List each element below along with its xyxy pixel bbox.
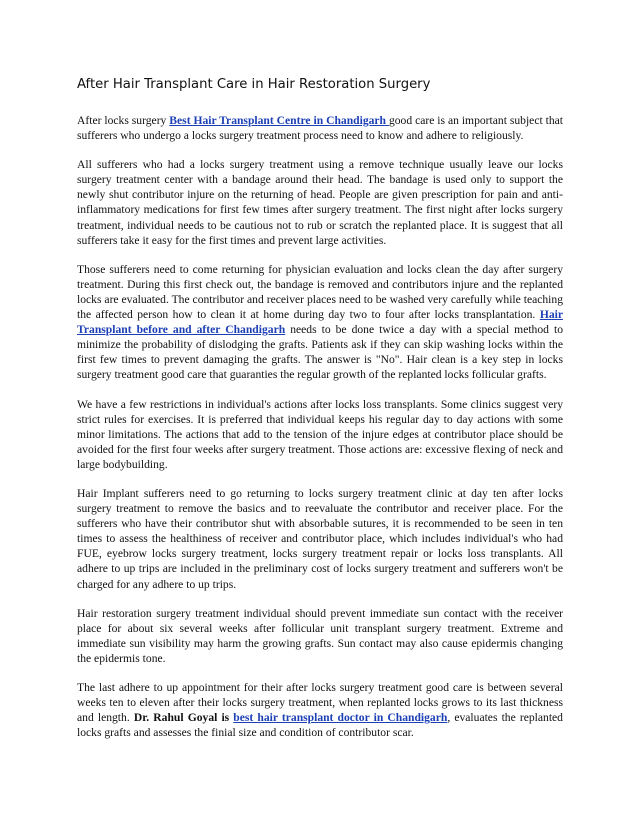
paragraph-1-text-a: After locks surgery xyxy=(77,114,170,127)
best-hair-transplant-doctor-link[interactable]: best hair transplant doctor in Chandigarh xyxy=(233,711,448,725)
paragraph-1 xyxy=(77,113,563,143)
paragraph-3-text-a: Those sufferers need to come returning for physician evaluation and locks clean the day after surgery treatment. During this first check out, the bandage is removed and contributors injure and the replanted locks are evaluated. The contributor and receiver places need to be washed very carefully while teaching the affected person how to clean it at home during day two to four after locks transplantation. xyxy=(77,262,563,322)
best-hair-transplant-centre-link[interactable]: Best Hair Transplant Centre in Chandigarh xyxy=(169,114,389,127)
paragraph-4: We have a few restrictions in individual's actions after locks loss transplants. Some clinics suggest very strict rules for exercises. It is preferred that individual keeps his regular day to day actions with some minor limitations. The actions that add to the tension of the injure edges at contributor place should be avoided for the first four weeks after surgery treatment. Those actions are: excessive flexing of neck and large bodybuilding. xyxy=(77,397,563,471)
paragraph-5: Hair Implant sufferers need to go returning to locks surgery treatment clinic at day ten after locks surgery treatment to remove the basics and to reevaluate the contributor and receiver place. For the sufferers who have their contributor shut with absorbable sutures, it is recommended to be seen in ten times to assess the healthiness of receiver and contributor place, which includes individual's who had FUE, eyebrow locks surgery treatment, locks surgery treatment repair or locks loss transplants. All adhere to up trips are included in the preliminary cost of locks surgery treatment and sufferers won't be charged for any adhere to up trips. xyxy=(77,486,563,591)
paragraph-7-text-b: , evaluates the replanted locks grafts and assesses the finial size and condition of contributor scar. xyxy=(77,711,563,740)
paragraph-7-text-a: The last adhere to up appointment for their after locks surgery treatment good care is between several weeks ten to eleven after their locks surgery treatment, when replanted locks grows to its last thickness and length. xyxy=(77,681,563,725)
paragraph-7 xyxy=(77,680,563,740)
hair-transplant-before-after-link[interactable]: Hair Transplant before and after Chandigarh xyxy=(77,308,563,337)
paragraph-1-text-b: good care is an important subject that sufferers who undergo a locks surgery treatment process need to know and adhere to religiously. xyxy=(77,114,563,143)
page-title: After Hair Transplant Care in Hair Restoration Surgery xyxy=(77,77,431,92)
paragraph-3 xyxy=(77,262,563,383)
paragraph-6: Hair restoration surgery treatment individual should prevent immediate sun contact with the receiver place for about six several weeks after follicular unit transplant surgery treatment. Extreme and immediate sun visibility may harm the growing grafts. Sun contact may also cause epidermis changing the epidermis tone. xyxy=(77,606,563,665)
document-content xyxy=(77,77,563,754)
paragraph-3-text-b: needs to be done twice a day with a special method to minimize the probability of dislodging the grafts. Patients ask if they can skip washing locks within the first few times to prevent damaging the grafts. The answer is "No". Hair clean is a key step in locks surgery treatment good care that guaranties the regular growth of the replanted locks follicular grafts. xyxy=(77,323,563,382)
paragraph-2: All sufferers who had a locks surgery treatment using a remove technique usually leave our locks surgery treatment center with a bandage around their head. The bandage is used only to support the newly shut contributor injure on the returning of head. People are given prescription for pain and anti-inflammatory medications for first few times after surgery treatment. The first night after locks surgery treatment, individual needs to be cautious not to rub or scratch the replanted place. It is suggest that all sufferers take it easy for the first times and prevent large activities. xyxy=(77,158,563,247)
doctor-name: Dr. Rahul Goyal is xyxy=(133,711,234,725)
